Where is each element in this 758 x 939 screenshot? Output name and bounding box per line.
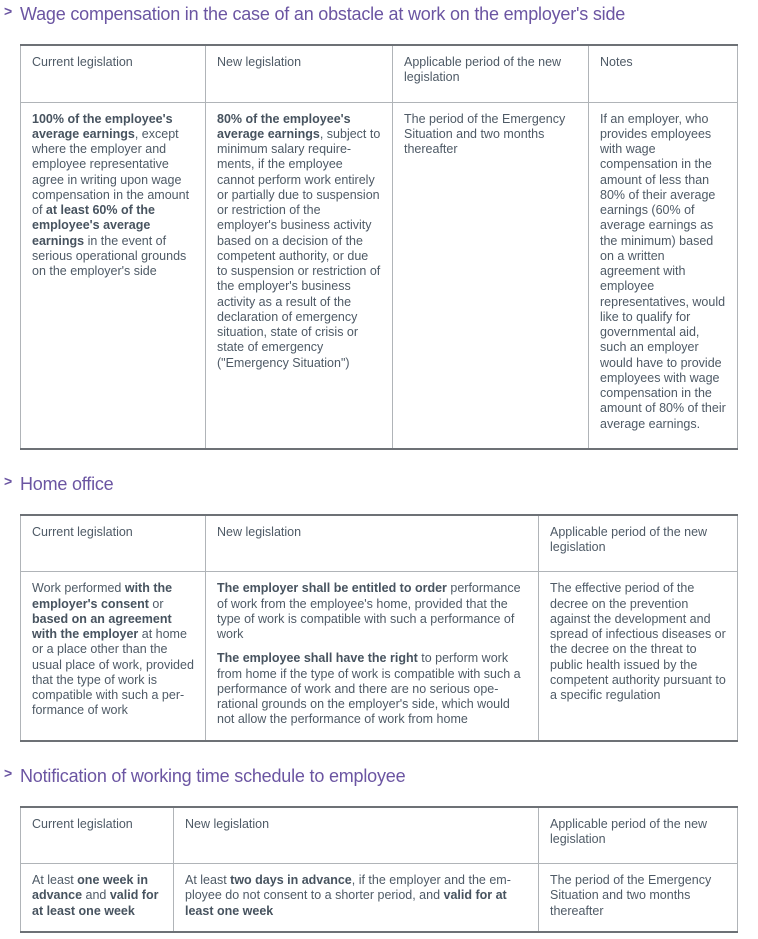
bold-text: valid for at least one week (32, 888, 159, 918)
text: The period of the Emergency Situation and two months thereafter (404, 111, 566, 156)
table-cell (539, 864, 738, 932)
column-header: Current legislation (21, 807, 174, 864)
column-header: Notes (589, 45, 738, 102)
section-title (4, 474, 738, 495)
header-row (21, 807, 738, 864)
section-home-office (4, 474, 738, 742)
cell-paragraph (600, 112, 726, 432)
table-row (21, 864, 738, 932)
text: , if the employer and the employee do not consent to a shorter period, and (185, 873, 511, 903)
bold-text: The employer shall be entitled to order (217, 581, 447, 596)
chevron-icon: > (4, 3, 12, 19)
bold-text: two days in advance (230, 873, 352, 887)
text: performance of work from the employee's home, provided that the type of work is compatible with such a performance of work (217, 581, 521, 641)
table-header (21, 515, 738, 572)
section-wage-compensation (4, 4, 738, 450)
table-header (21, 45, 738, 102)
column-header: New legislation (206, 45, 393, 102)
text: , subject to minimum salary requirements, if the employee cannot perform work entirely or partially due to suspension or restriction of the employer's business activity based on a decision of the competent authority, or due to suspension or restriction of the employer's business activity as a result of the declaration of emergency situation, state of crisis or state of emergency ("Emergency Situation") (217, 126, 381, 370)
cell-paragraph (550, 581, 726, 703)
text: The period of the Emergency Situation and two months thereafter (550, 873, 712, 918)
cell-paragraph (32, 581, 194, 718)
text: At least (32, 873, 78, 887)
column-header: New legislation (174, 807, 539, 864)
text: The effective period of the decree on the prevention against the development and spread of infectious diseases or the decree on the threat to public health issued by the competent authority pursuant to a specific regulation (550, 581, 726, 702)
table-cell (174, 864, 539, 932)
table-cell (21, 102, 206, 449)
column-header: Current legislation (21, 45, 206, 102)
cell-paragraph (217, 112, 381, 371)
cell-paragraph (550, 873, 726, 919)
table-cell (206, 102, 393, 449)
text: to perform work from home if the type of work is compatible with such a performance of work and there are no serious operational grounds on the employer's side, which would not allow the performance of work from home (217, 651, 521, 727)
text: or (148, 596, 164, 611)
table-cell (539, 572, 738, 741)
table-body (21, 572, 738, 741)
cell-paragraph (217, 581, 527, 642)
chevron-icon: > (4, 764, 12, 781)
cell-paragraph (32, 112, 194, 280)
bold-text: 80% of the employee's average earnings (217, 111, 351, 141)
text: at home or a place other than the usual place of work, provided that the type of work is compatible with such a performance of work (32, 627, 194, 718)
bold-text: The employee shall have the right (217, 651, 418, 666)
working-time-table (20, 806, 738, 933)
table-cell (589, 102, 738, 449)
table-body (21, 864, 738, 932)
bold-text: valid for at least one week (185, 888, 507, 918)
table-body (21, 102, 738, 449)
bold-text: with the employer's consent (32, 581, 173, 611)
cell-paragraph (32, 873, 162, 919)
column-header: Applicable period of the new legislation (393, 45, 589, 102)
text: Work performed (32, 581, 125, 596)
wage-compensation-table (20, 44, 738, 450)
cell-paragraph (404, 112, 577, 158)
text: in the event of serious operational grounds on the employer's side (32, 233, 187, 278)
text: At least (185, 873, 231, 887)
table-row (21, 572, 738, 741)
cell-paragraph (217, 651, 527, 727)
header-row (21, 515, 738, 572)
section-title (4, 4, 738, 25)
table-cell (21, 572, 206, 741)
bold-text: based on an agreement with the employer (32, 611, 172, 641)
column-header: Applicable period of the new legislation (539, 515, 738, 572)
section-working-time-notification (4, 766, 738, 933)
bold-text: one week in advance (32, 873, 149, 903)
column-header: New legislation (206, 515, 539, 572)
table-cell (21, 864, 174, 932)
bold-text: 100% of the employee's average earnings (32, 111, 173, 141)
bold-text: at least 60% of the employee's average earnings (32, 203, 155, 248)
text: and (82, 888, 110, 903)
text: If an employer, who provides employees with wage compensation in the amount of less than 80% of their average earnings (60% of average earnings as the minimum) based on a written agreement with employee representatives, would like to qualify for governmental aid, such an employer would have to provide employees with wage compensation in the amount of 80% of their average earnings. (600, 111, 726, 431)
section-title-text: Home office (19, 473, 114, 494)
text: , except where the employer and employee representative agree in writing upon wage compensation in the amount of (32, 126, 190, 217)
table-cell (206, 572, 539, 741)
cell-paragraph (185, 873, 527, 919)
table-row (21, 102, 738, 449)
table-cell (393, 102, 589, 449)
column-header: Current legislation (21, 515, 206, 572)
table-header (21, 807, 738, 864)
section-title (4, 766, 738, 787)
section-title-text: Notification of working time schedule to employee (19, 765, 406, 786)
home-office-table (20, 514, 738, 742)
chevron-icon: > (4, 472, 12, 489)
column-header: Applicable period of the new legislation (539, 807, 738, 864)
header-row (21, 45, 738, 102)
section-title-text: Wage compensation in the case of an obstacle at work on the employer's side (19, 4, 626, 24)
